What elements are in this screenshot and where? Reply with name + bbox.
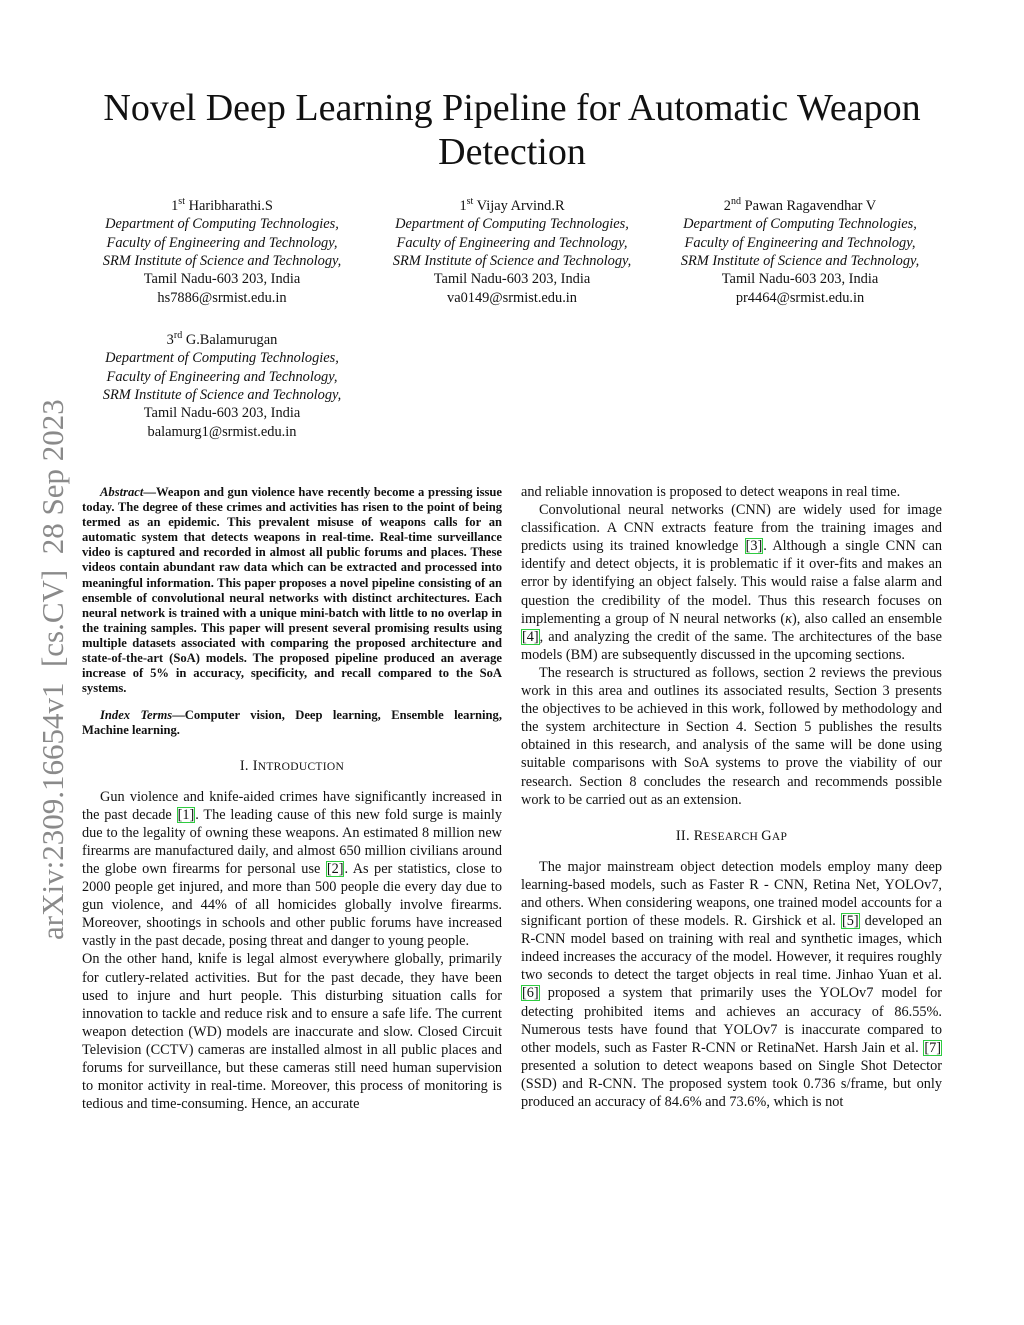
gap-paragraph-1 xyxy=(521,858,942,1111)
author-rank: 1 xyxy=(459,197,467,214)
author-name: Pawan Ragavendhar V xyxy=(744,197,877,214)
paragraph-text: , and analyzing the credit of the same. The architectures of the base models (BM) are subsequently discussed in the upcoming sections. xyxy=(521,628,942,663)
right-paragraph-structure: The research is structured as follows, section 2 reviews the previous work in this area and outlines its associated results, Section 3 presents the objectives to be achieved in this work, followed by methodology and the system architecture in Section 4. Section 5 publishes the results obtained in this research, and analysis of the same will be done using suitable comparisons with SoA systems to prove the viability of our research. Section 8 concludes the research and recommends possible work to be carried out as an extension. xyxy=(521,664,942,808)
author-email: hs7886@srmist.edu.in xyxy=(157,289,287,306)
paragraph-text: presented a solution to detect weapons based on Single Shot Detector (SSD) and R-CNN. The proposed system took 0.736 s/frame, but only produced an accuracy of 84.6% and 73.6%, which is not xyxy=(521,1057,942,1110)
author-institute: SRM Institute of Science and Technology, xyxy=(680,253,920,270)
index-terms-text: —Computer vision, Deep learning, Ensemble learning, Machine learning. xyxy=(82,708,502,738)
author-block xyxy=(77,193,367,307)
author-email: pr4464@srmist.edu.in xyxy=(735,289,865,306)
author-block xyxy=(655,193,945,307)
author-name: Vijay Arvind.R xyxy=(476,197,565,214)
abstract-lead: Abstract xyxy=(100,485,144,499)
section-heading-introduction xyxy=(82,757,502,776)
citation-link[interactable]: [1] xyxy=(177,806,195,823)
author-faculty: Faculty of Engineering and Technology, xyxy=(396,234,628,251)
arxiv-sidebar-stamp xyxy=(25,350,75,950)
section-title-rest: ESEARCH xyxy=(703,830,762,843)
paper-title: Novel Deep Learning Pipeline for Automatic Weapon Detection xyxy=(103,87,921,173)
section-number: II. xyxy=(675,827,694,844)
index-terms-lead: Index Terms xyxy=(100,708,173,723)
citation-link[interactable]: [6] xyxy=(522,985,539,1002)
author-email: balamurg1@srmist.edu.in xyxy=(147,423,297,440)
author-location: Tamil Nadu-603 203, India xyxy=(143,405,301,422)
author-rank-suffix: nd xyxy=(730,196,741,207)
section-heading-research-gap xyxy=(521,827,942,846)
author-rank-suffix: st xyxy=(466,196,474,207)
author-location: Tamil Nadu-603 203, India xyxy=(433,271,591,288)
intro-paragraph-2: On the other hand, knife is legal almost everywhere globally, primarily for cutlery-related activities. But for the past decade, they have been used to injure and hurt people. This disturbing situation calls for innovation to tackle and reduce risk and to ensure a safe life. The current weapon detection (WD) models are inaccurate and slow. Closed Circuit Television (CCTV) cameras are installed almost in all public places and forums for surveillance, but these cameras still need human supervision to monitor activity in real-time. Moreover, this process of monitoring is tedious and time-consuming. Hence, an accurate xyxy=(82,951,502,1113)
citation-link[interactable]: [3] xyxy=(745,538,763,555)
author-name: Haribharathi.S xyxy=(188,197,273,214)
index-terms xyxy=(82,708,502,738)
author-block xyxy=(367,193,657,307)
section-title-rest: NTRODUCTION xyxy=(257,760,345,773)
right-paragraph-continuation: and reliable innovation is proposed to detect weapons in real time. xyxy=(521,484,901,500)
paragraph-text: developed an R-CNN model based on training with real and synthetic images, which indeed increases the accuracy of the model. However, it requires roughly two seconds to detect the target objects in real time. Jinhao Yuan et al. xyxy=(521,913,942,984)
author-department: Department of Computing Technologies, xyxy=(395,216,629,233)
author-institute: SRM Institute of Science and Technology, xyxy=(392,253,632,270)
author-institute: SRM Institute of Science and Technology, xyxy=(102,387,342,404)
paragraph-text: . The leading cause of this new fold surge is mainly due to the legality of owning these weapons. An estimated 8 million new firearms are manufactured daily, and almost 650 million civilians around the globe own firearms for personal use xyxy=(82,806,502,877)
author-rank-suffix: st xyxy=(178,196,185,207)
paragraph-text: proposed a system that primarily uses the YOLOv7 model for detecting prohibited items and achieves an accuracy of 86.55%. Numerous tests have found that YOLOv7 is inaccurate compared to other models, such as Faster R-CNN or RetinaNet. Harsh Jain et al. xyxy=(521,985,942,1056)
section-title-rest: AP xyxy=(771,830,788,843)
arxiv-identifier: arXiv:2309.16654v1 [cs.CV] 28 Sep 2023 xyxy=(35,399,70,940)
author-institute: SRM Institute of Science and Technology, xyxy=(102,253,342,270)
author-name: G.Balamurugan xyxy=(185,331,278,348)
citation-link[interactable]: [5] xyxy=(841,913,859,930)
author-block xyxy=(77,327,367,441)
author-location: Tamil Nadu-603 203, India xyxy=(143,271,301,288)
citation-link[interactable]: [2] xyxy=(326,860,344,877)
paragraph-text: Gun violence and knife-aided crimes have significantly increased in the past decade xyxy=(82,788,502,823)
citation-link[interactable]: [4] xyxy=(522,628,539,645)
abstract xyxy=(82,485,502,696)
author-rank: 3 xyxy=(166,331,174,348)
author-rank: 1 xyxy=(171,197,179,214)
left-column xyxy=(82,485,502,1113)
section-title-initial: G xyxy=(761,827,772,844)
author-department: Department of Computing Technologies, xyxy=(683,216,917,233)
author-department: Department of Computing Technologies, xyxy=(105,350,339,367)
abstract-text: —Weapon and gun violence have recently become a pressing issue today. The degree of these crimes and activities has risen to the point of being termed as an epidemic. This prevalent misuse of weapons calls for an automatic system that detects weapons in real-time. Real-time surveillance video is captured and recorded in almost all public forums and places. These videos contain abundant raw data which can be extracted and processed into meaningful information. This paper proposes a novel pipeline consisting of an ensemble of convolutional neural networks with distinct architectures. Each neural network is trained with a unique mini-batch with little to no overlap in the training samples. This paper will present several promising results using multiple datasets associated with comparing the proposed architecture and state-of-the-art (SoA) models. The proposed pipeline produced an average increase of 5% in accuracy, specificity, and recall compared to the SoA systems. xyxy=(82,485,502,696)
citation-link[interactable]: [7] xyxy=(924,1039,941,1056)
author-rank-suffix: rd xyxy=(173,330,183,341)
right-column xyxy=(521,483,942,1111)
intro-paragraph-1 xyxy=(82,788,502,951)
author-faculty: Faculty of Engineering and Technology, xyxy=(684,234,916,251)
paragraph-text: . As per statistics, close to 2000 people get injured, and more than 500 people die every day due to gun violence, and 44% of all homicides globally involve firearms. Moreover, shootings in schools and other public forums have increased vastly in the past decade, posing threat and danger to young people. xyxy=(82,860,502,950)
section-number: I. xyxy=(239,757,253,774)
author-location: Tamil Nadu-603 203, India xyxy=(721,271,879,288)
author-faculty: Faculty of Engineering and Technology, xyxy=(106,234,338,251)
paragraph-text: ), also called an ensemble xyxy=(791,610,943,627)
author-email: va0149@srmist.edu.in xyxy=(447,289,577,306)
paragraph-text: . Although a single CNN can identify and detect objects, it is problematic if it over-fits and makes an error by identifying an object falsely. This would raise a false alarm and question the credibility of the model. Thus this research focuses on implementing a group of N neural networks ( xyxy=(521,538,942,627)
author-department: Department of Computing Technologies, xyxy=(105,216,339,233)
kappa-symbol: κ xyxy=(785,610,792,627)
paragraph-text: Convolutional neural networks (CNN) are widely used for image classification. A CNN extracts feature from the training images and predicts using its trained knowledge xyxy=(521,502,942,555)
paragraph-text: The major mainstream object detection models employ many deep learning-based models, such as Faster R - CNN, Retina Net, YOLOv7, and others. When considering weapons, one trained model accounts for a significant portion of these models. R. Girshick et al. xyxy=(521,858,942,930)
section-title-initial: R xyxy=(693,827,704,844)
section-title-initial: I xyxy=(252,757,258,774)
author-rank: 2 xyxy=(723,197,731,214)
author-faculty: Faculty of Engineering and Technology, xyxy=(106,368,338,385)
right-paragraph-cnn xyxy=(521,501,942,664)
